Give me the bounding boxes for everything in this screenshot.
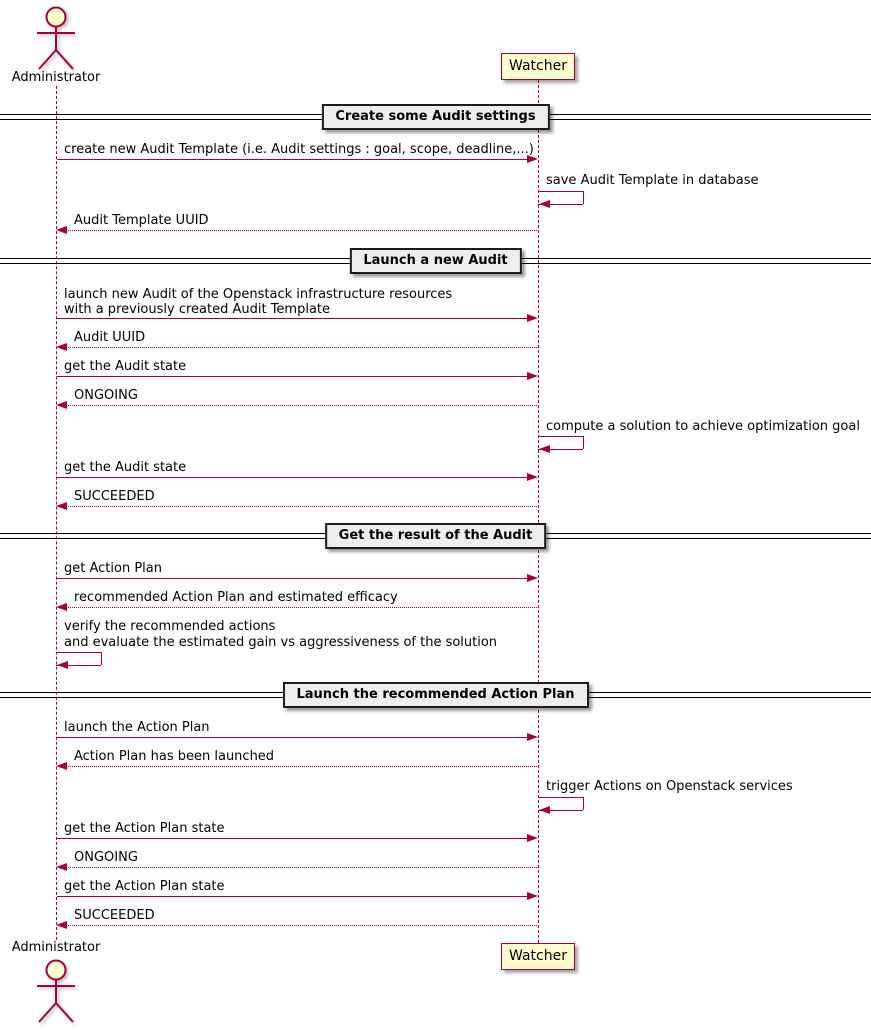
arrowhead-left	[56, 762, 67, 770]
arrowhead-right	[527, 314, 538, 322]
message-label: get Action Plan	[64, 561, 162, 576]
actor-icon-administrator-bottom	[28, 957, 84, 1027]
arrowhead-right	[527, 155, 538, 163]
arrowhead-right	[527, 473, 538, 481]
participant-watcher-bottom: Watcher	[501, 943, 575, 970]
message-arrow-dotted	[66, 867, 537, 868]
arrowhead-left	[56, 603, 67, 611]
message-arrow	[57, 896, 529, 897]
message-arrow	[57, 477, 529, 478]
arrowhead-right	[527, 834, 538, 842]
message-arrow-dotted	[66, 925, 537, 926]
divider-get-audit-result: Get the result of the Audit	[325, 523, 547, 549]
message-label: ONGOING	[74, 850, 138, 865]
actor-label-administrator-bottom: Administrator	[11, 940, 101, 955]
message-arrow-dotted	[66, 766, 537, 767]
arrowhead-left	[56, 343, 67, 351]
message-label: Audit Template UUID	[74, 213, 209, 228]
message-label: ONGOING	[74, 388, 138, 403]
message-arrow	[57, 578, 529, 579]
message-label: save Audit Template in database	[546, 173, 759, 188]
divider-launch-new-audit: Launch a new Audit	[349, 248, 521, 274]
self-loop-side	[101, 652, 102, 665]
arrowhead-right	[527, 892, 538, 900]
message-label: Audit UUID	[74, 330, 146, 345]
message-arrow	[57, 159, 529, 160]
message-arrow-dotted	[66, 230, 537, 231]
arrowhead-right	[527, 733, 538, 741]
message-arrow	[57, 376, 529, 377]
message-label: trigger Actions on Openstack services	[546, 779, 793, 794]
self-loop-side	[583, 797, 584, 810]
self-loop-top	[56, 652, 101, 653]
participant-watcher-top: Watcher	[501, 53, 575, 80]
self-loop-side	[583, 191, 584, 204]
message-label: launch the Action Plan	[64, 720, 210, 735]
message-label: recommended Action Plan and estimated efficacy	[74, 590, 398, 605]
message-arrow-dotted	[66, 607, 537, 608]
message-arrow-dotted	[66, 405, 537, 406]
actor-label-administrator-top: Administrator	[11, 70, 101, 85]
message-label: get the Audit state	[64, 460, 187, 475]
arrowhead-left	[56, 226, 67, 234]
message-label: get the Action Plan state	[64, 879, 225, 894]
message-label: Action Plan has been launched	[74, 749, 275, 764]
arrowhead-left	[539, 200, 550, 208]
arrowhead-left	[56, 502, 67, 510]
message-arrow-dotted	[66, 506, 537, 507]
lifeline-watcher	[538, 80, 539, 943]
self-loop-top	[538, 436, 583, 437]
message-arrow	[57, 838, 529, 839]
arrowhead-left	[56, 921, 67, 929]
arrowhead-left	[539, 445, 550, 453]
message-label: SUCCEEDED	[74, 908, 155, 923]
message-label: create new Audit Template (i.e. Audit settings : goal, scope, deadline,...)	[64, 142, 534, 157]
message-label: get the Audit state	[64, 359, 187, 374]
message-arrow	[57, 737, 529, 738]
message-label: launch new Audit of the Openstack infrastructure resources	[64, 287, 453, 302]
divider-create-audit-settings: Create some Audit settings	[321, 104, 549, 130]
divider-launch-action-plan: Launch the recommended Action Plan	[282, 682, 588, 708]
message-label: compute a solution to achieve optimization goal	[546, 419, 860, 434]
message-label: verify the recommended actions	[64, 619, 276, 634]
lifeline-administrator	[56, 86, 57, 940]
message-label: with a previously created Audit Template	[64, 302, 331, 317]
arrowhead-left	[56, 863, 67, 871]
arrowhead-right	[527, 574, 538, 582]
message-arrow	[57, 318, 529, 319]
arrowhead-left	[56, 401, 67, 409]
message-arrow-dotted	[66, 347, 537, 348]
message-label: get the Action Plan state	[64, 821, 225, 836]
arrowhead-left	[539, 806, 550, 814]
message-label: SUCCEEDED	[74, 489, 155, 504]
arrowhead-left	[57, 661, 68, 669]
self-loop-top	[538, 191, 583, 192]
message-label: and evaluate the estimated gain vs aggressiveness of the solution	[64, 635, 498, 650]
actor-icon-administrator-top	[28, 4, 84, 74]
arrowhead-right	[527, 372, 538, 380]
self-loop-side	[583, 436, 584, 449]
self-loop-top	[538, 797, 583, 798]
